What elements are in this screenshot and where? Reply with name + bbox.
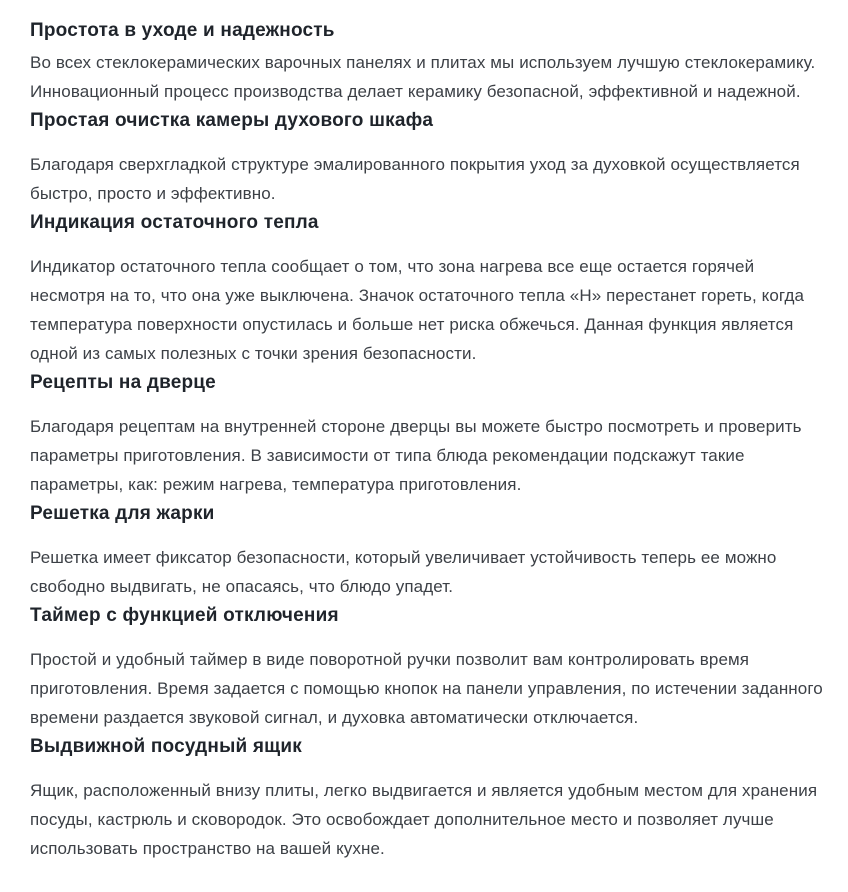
feature-section-grill-rack xyxy=(30,501,828,601)
feature-section-timer-shutoff xyxy=(30,603,828,732)
feature-heading: Индикация остаточного тепла xyxy=(30,212,319,233)
feature-section-door-recipes xyxy=(30,370,828,499)
feature-section-storage-drawer xyxy=(30,734,828,863)
feature-heading: Простота в уходе и надежность xyxy=(30,20,335,41)
feature-description: Во всех стеклокерамических варочных панелях и плитах мы используем лучшую стеклокерамику. Инновационный процесс производства делает керамику безопасной, эффективной и надежной. xyxy=(30,53,816,101)
feature-description: Индикатор остаточного тепла сообщает о том, что зона нагрева все еще остается горячей несмотря на то, что она уже выключена. Значок остаточного тепла «H» перестанет гореть, когда температура поверхности опустилась и больше нет риска обжечься. Данная функция является одной из самых полезных с точки зрения безопасности. xyxy=(30,257,805,363)
feature-section-easy-cleaning xyxy=(30,108,828,208)
feature-heading: Рецепты на дверце xyxy=(30,372,216,393)
feature-heading: Таймер с функцией отключения xyxy=(30,605,339,626)
feature-heading: Решетка для жарки xyxy=(30,503,215,524)
feature-heading: Выдвижной посудный ящик xyxy=(30,736,303,757)
feature-description: Благодаря рецептам на внутренней стороне дверцы вы можете быстро посмотреть и проверить параметры приготовления. В зависимости от типа блюда рекомендации подскажут такие параметры, как: режим нагрева, температура приготовления. xyxy=(30,417,802,494)
feature-section-residual-heat xyxy=(30,210,828,368)
feature-description: Благодаря сверхгладкой структуре эмалированного покрытия уход за духовкой осуществляется быстро, просто и эффективно. xyxy=(30,155,800,203)
feature-description: Решетка имеет фиксатор безопасности, который увеличивает устойчивость теперь ее можно свободно выдвигать, не опасаясь, что блюдо упадет. xyxy=(30,548,777,596)
feature-heading: Простая очистка камеры духового шкафа xyxy=(30,110,434,131)
feature-description: Ящик, расположенный внизу плиты, легко выдвигается и является удобным местом для хранения посуды, кастрюль и сковородок. Это освобождает дополнительное место и позволяет лучше использовать пространство на вашей кухне. xyxy=(30,781,818,858)
feature-section-care-reliability xyxy=(30,18,828,106)
feature-description: Простой и удобный таймер в виде поворотной ручки позволит вам контролировать время приготовления. Время задается с помощью кнопок на панели управления, по истечении заданного времени раздается звуковой сигнал, и духовка автоматически отключается. xyxy=(30,650,823,727)
